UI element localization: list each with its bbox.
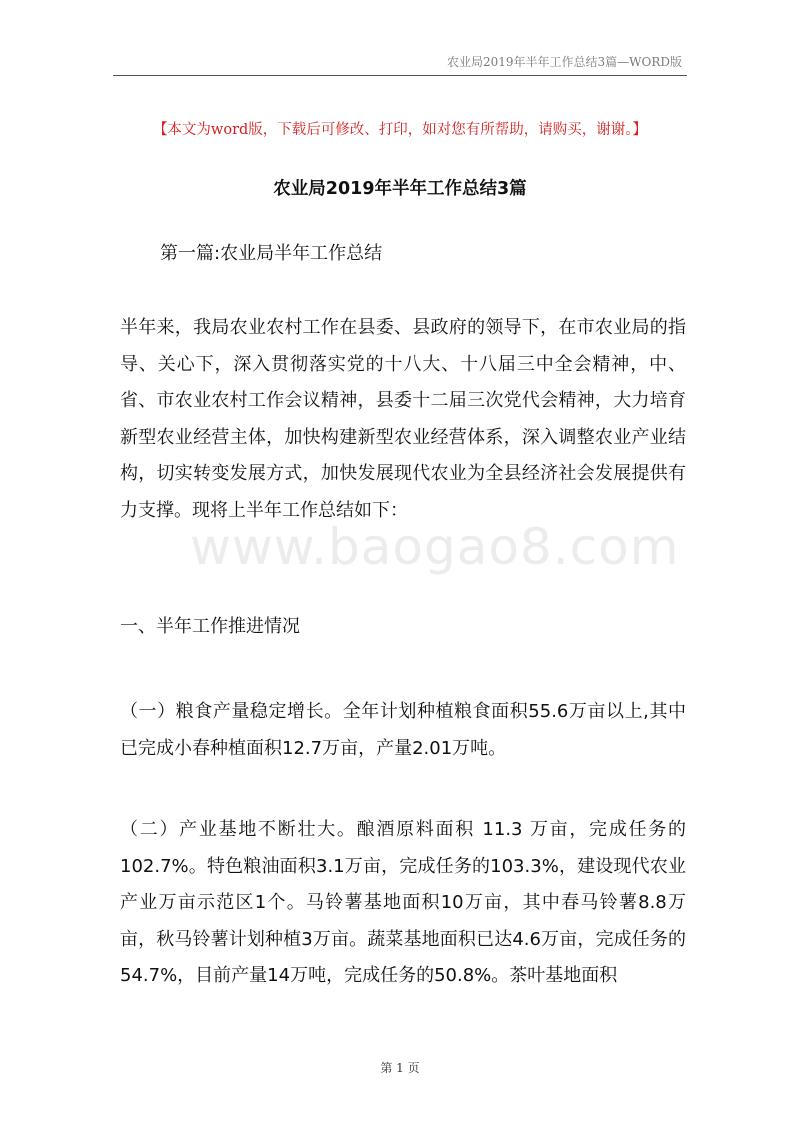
section-heading: 一、半年工作推进情况 <box>120 616 300 637</box>
purchase-notice: 【本文为word版，下载后可修改、打印，如对您有所帮助，请购买，谢谢。】 <box>152 122 648 138</box>
item-industry-base-paragraph: （二）产业基地不断壮大。酿酒原料面积 11.3 万亩，完成任务的102.7%。特色粮油面积3.1万亩，完成任务的103.3%，建设现代农业产业万亩示范区1个。马铃薯基地面积10万亩，其中春马铃薯8.8万亩，秋马铃薯计划种植3万亩。蔬菜基地面积已达4.6万亩，完成任务的54.7%，目前产量14万吨，完成任务的50.8%。茶叶基地面积 <box>120 819 686 986</box>
item-grain-paragraph: （一）粮食产量稳定增长。全年计划种植粮食面积55.6万亩以上,其中已完成小春种植面积12.7万亩，产量2.01万吨。 <box>120 701 686 759</box>
part-heading: 第一篇:农业局半年工作总结 <box>160 243 383 264</box>
page-number: 第 1 页 <box>380 1061 420 1075</box>
intro-paragraph: 半年来，我局农业农村工作在县委、县政府的领导下，在市农业局的指导、关心下，深入贯彻落实党的十八大、十八届三中全会精神，中、省、市农业农村工作会议精神，县委十二届三次党代会精神，大力培育新型农业经营主体，加快构建新型农业经营体系，深入调整农业产业结构，切实转变发展方式，加快发展现代农业为全县经济社会发展提供有力支撑。现将上半年工作总结如下： <box>120 317 686 521</box>
watermark-text: www.baogao8.com <box>190 518 680 576</box>
document-title: 农业局2019年半年工作总结3篇 <box>273 179 527 199</box>
running-header: 农业局2019年半年工作总结3篇—WORD版 <box>446 55 682 69</box>
header-divider <box>113 75 687 76</box>
